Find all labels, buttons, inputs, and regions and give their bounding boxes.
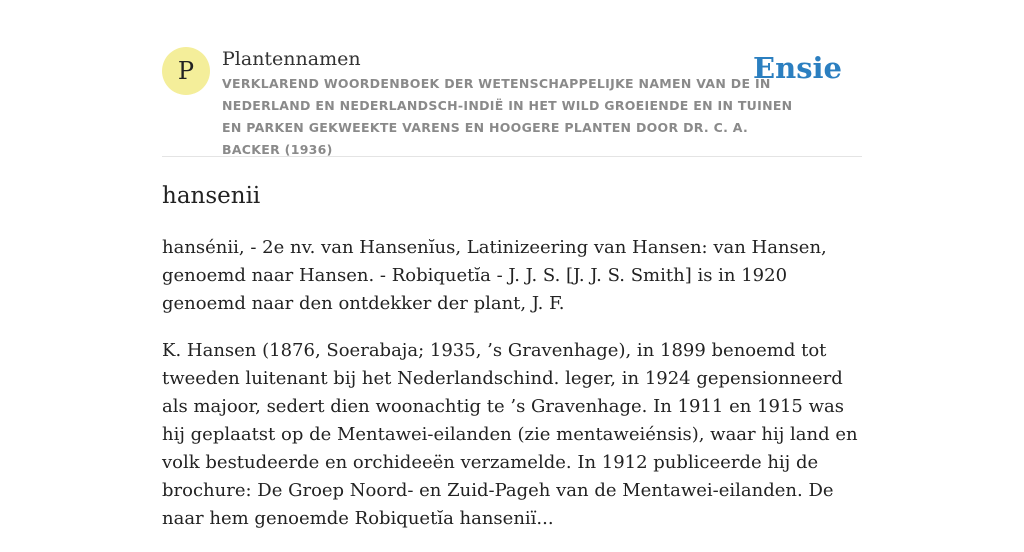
site-header <box>162 45 862 157</box>
ensie-logo[interactable]: Ensie <box>753 51 842 85</box>
site-avatar[interactable]: P <box>162 47 210 95</box>
page-title: hansenii <box>162 183 261 209</box>
entry-paragraph-1: hansénii, - 2e nv. van Hansenĭus, Latinizeering van Hansen: van Hansen, genoemd naar Hansen. - Robiquetĭa - J. J. S. [J. J. S. Smith] is in 1920 genoemd naar den ontdekker der plant, J. F. <box>162 237 827 314</box>
site-subtitle: VERKLAREND WOORDENBOEK DER WETENSCHAPPELIJKE NAMEN VAN DE IN NEDERLAND EN NEDERLANDSCH-INDIË IN HET WILD GROEIENDE EN IN TUINEN EN PARKEN GEKWEEKTE VARENS EN HOOGERE PLANTEN DOOR DR. C. A. BACKER (1936) <box>222 76 793 157</box>
entry-paragraph-2: K. Hansen (1876, Soerabaja; 1935, ’s Gravenhage), in 1899 benoemd tot tweeden luitenant bij het Nederlandschind. leger, in 1924 gepensionneerd als majoor, sedert dien woonachtig te ’s Gravenhage. In 1911 en 1915 was hij geplaatst op de Mentawei-eilanden (zie mentaweiénsis), waar hij land en volk bestudeerde en orchideeën verzamelde. In 1912 publiceerde hij de brochure: De Groep Noord- en Zuid-Pageh van de Mentawei-eilanden. De naar hem genoemde Robiquetĭa hanseniï... <box>162 340 858 529</box>
entry-content <box>162 234 867 552</box>
site-title[interactable]: Plantennamen <box>222 48 361 70</box>
